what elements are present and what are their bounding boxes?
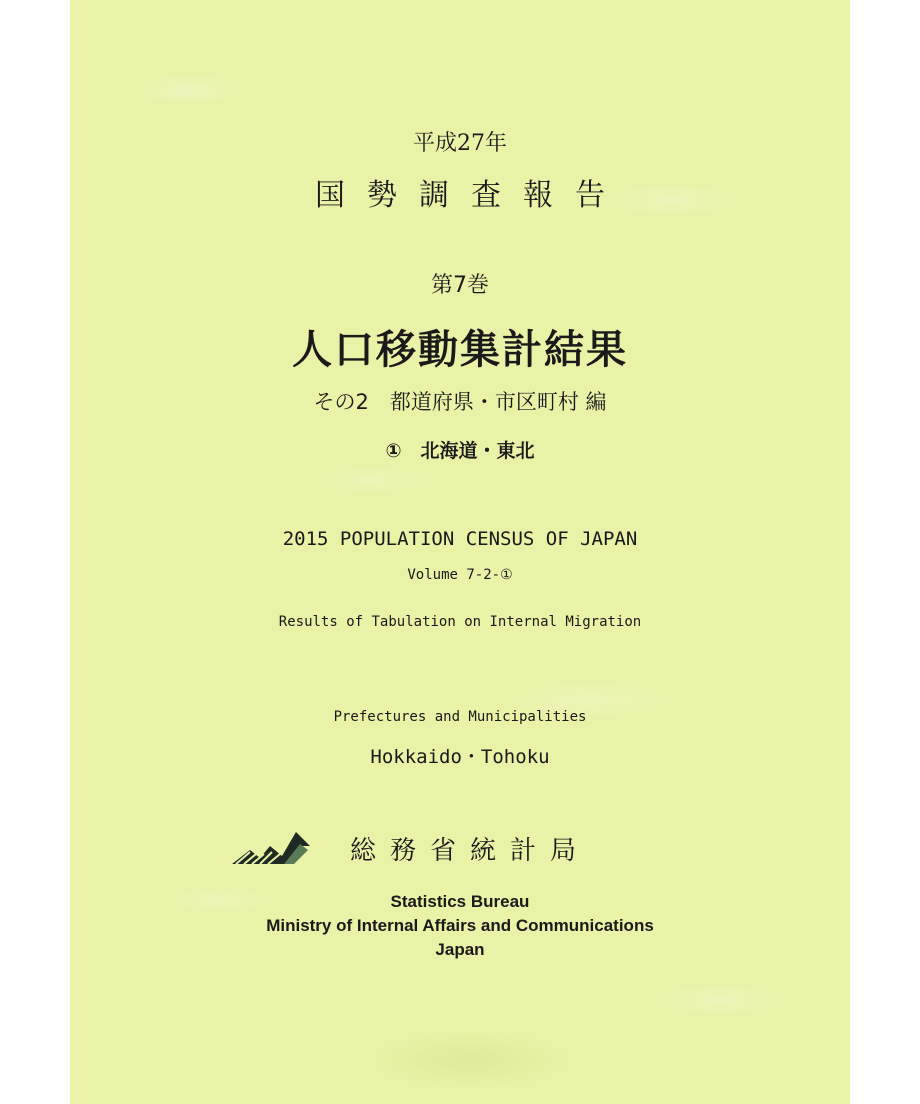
region-label-jp: ① 北海道・東北 (385, 440, 535, 462)
report-cover (70, 0, 850, 1104)
english-prefectures-label: Prefectures and Municipalities (333, 709, 587, 725)
report-title: 国勢調査報告 (315, 178, 627, 213)
bureau-en-line-3: Japan (435, 940, 485, 959)
english-volume: Volume 7-2-① (407, 567, 513, 583)
bureau-en-line-1: Statistics Bureau (390, 892, 530, 911)
english-results-title: Results of Tabulation on Internal Migration (278, 614, 642, 630)
bureau-name-en (70, 890, 850, 962)
main-title: 人口移動集計結果 (292, 327, 628, 373)
bureau-en-line-2: Ministry of Internal Affairs and Communications (266, 916, 654, 935)
english-region-label: Hokkaido・Tohoku (370, 746, 550, 768)
era-year: 平成27年 (413, 131, 507, 156)
volume-label-jp: 第7巻 (431, 273, 489, 298)
statistics-bureau-logo-icon (230, 824, 314, 868)
bureau-name-jp: 総務省統計局 (350, 836, 591, 866)
sub-title: その2 都道府県・市区町村 編 (313, 390, 607, 414)
english-title: 2015 POPULATION CENSUS OF JAPAN (282, 528, 638, 550)
